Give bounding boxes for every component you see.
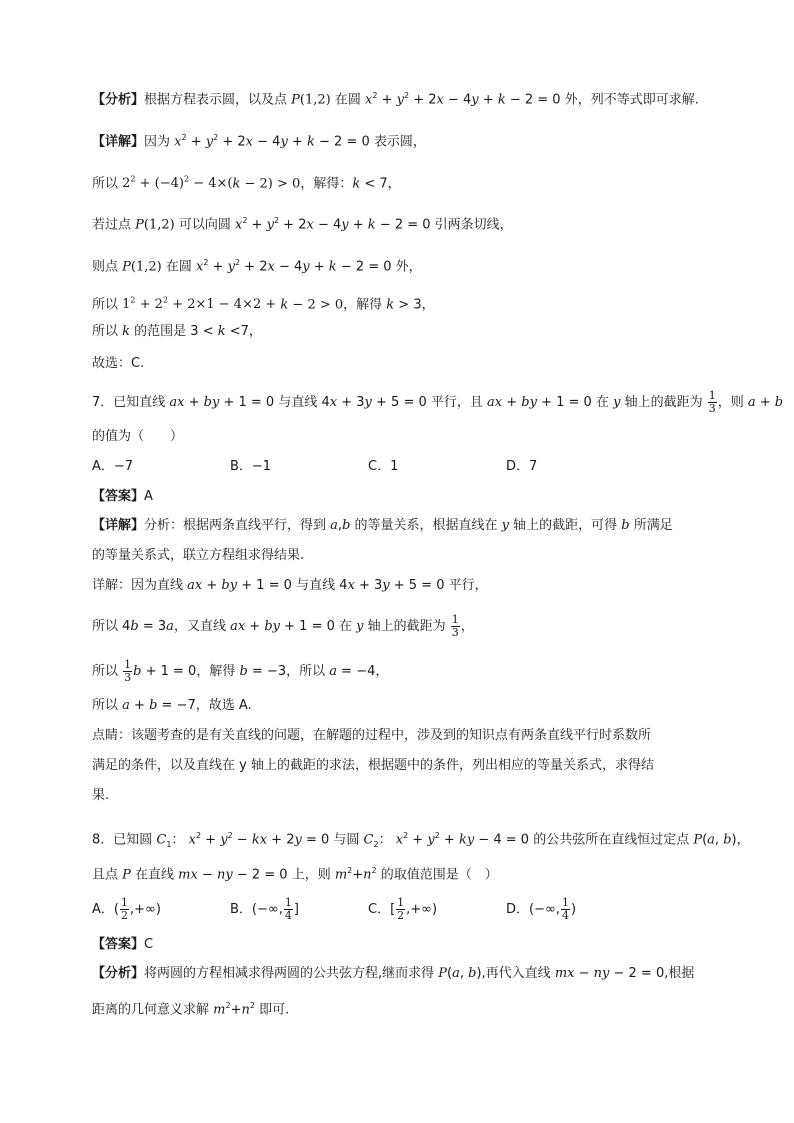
text-line: A．( $\frac{1}{2}$ ,+∞) B．(−∞, $\frac{1}{4}$ ] C．[ $\frac{1}{2}$ ,+∞) D．(−∞, $\frac{1}{4}$ ) [92, 896, 577, 922]
text-line: 的等量关系式，联立方程组求得结果. [92, 548, 305, 563]
text-line: 【答案】A [92, 489, 153, 504]
text-line: 【答案】C [92, 937, 154, 952]
text-line: 满足的条件，以及直线在 y 轴上的截距的求法，根据题中的条件，列出相应的等量关系式，求得结 [92, 758, 654, 773]
text-line: 故选：C. [92, 356, 145, 371]
text-line: 7．已知直线 ax + by + 1 = 0 与直线 4x + 3y + 5 = 0 平行，且 ax + by + 1 = 0 在 y 轴上的截距为 $\frac{1}{3}$ ，则 a + b [92, 389, 784, 415]
text-line: 所以 $2^2 + (-4)^2 - 4\times(k - 2) > 0$，解得：k < 7， [92, 175, 401, 192]
text-line: A．−7 B．−1 C．1 D．7 [92, 459, 538, 474]
text-line: 所以 $\frac{1}{3}$ b + 1 = 0，解得 b = −3，所以 a = −4， [92, 658, 389, 684]
text-line: 8．已知圆 $C_1$： $x^2 + y^2$ − kx + 2y = 0 与圆 $C_2$： $x^2 + y^2$ + ky − 4 = 0 的公共弦所在直线恒过定点 P(a, b)， [92, 831, 750, 849]
text-line: 所以 a + b = −7，故选 A. [92, 698, 252, 713]
text-line: 【详解】分析：根据两条直线平行，得到 a,b 的等量关系，根据直线在 y 轴上的截距，可得 b 所满足 [92, 518, 673, 533]
text-line: 所以 4b = 3a，又直线 ax + by + 1 = 0 在 y 轴上的截距为 $\frac{1}{3}$ ， [92, 613, 474, 639]
text-line: 所以 k 的范围是 3 < k <7， [92, 324, 262, 339]
text-line: 果. [92, 788, 110, 803]
text-line: 且点 P 在直线 mx − ny − 2 = 0 上，则 $m^2+n^2$ 的取值范围是（ ） [92, 866, 498, 883]
text-line: 【分析】根据方程表示圆，以及点 P(1,2) 在圆 $x^2 + y^2 + 2x - 4y + k - 2 = 0$ 外，列不等式即可求解. [92, 91, 699, 108]
text-line: 点睛：该题考查的是有关直线的问题，在解题的过程中，涉及到的知识点有两条直线平行时系数所 [92, 728, 652, 743]
text-line: 的值为（ ） [92, 429, 184, 444]
text-line: 则点 P(1,2) 在圆 $x^2 + y^2 + 2x - 4y + k - 2 = 0$ 外， [92, 258, 422, 275]
text-line: 距离的几何意义求解 $m^2+n^2$ 即可. [92, 1001, 290, 1018]
text-line: 若过点 P(1,2) 可以向圆 $x^2 + y^2 + 2x - 4y + k - 2 = 0$ 引两条切线， [92, 216, 513, 233]
text-line: 详解：因为直线 ax + by + 1 = 0 与直线 4x + 3y + 5 = 0 平行， [92, 578, 488, 593]
text-line: 所以 $1^2 + 2^2 + 2\times 1 - 4\times 2 + k - 2 > 0$，解得 k > 3， [92, 296, 435, 313]
text-line: 【分析】将两圆的方程相减求得两圆的公共弦方程,继而求得 P(a, b),再代入直线 mx − ny − 2 = 0,根据 [92, 966, 695, 981]
text-line: 【详解】因为 $x^2 + y^2 + 2x - 4y + k - 2 = 0$ 表示圆， [92, 133, 426, 150]
